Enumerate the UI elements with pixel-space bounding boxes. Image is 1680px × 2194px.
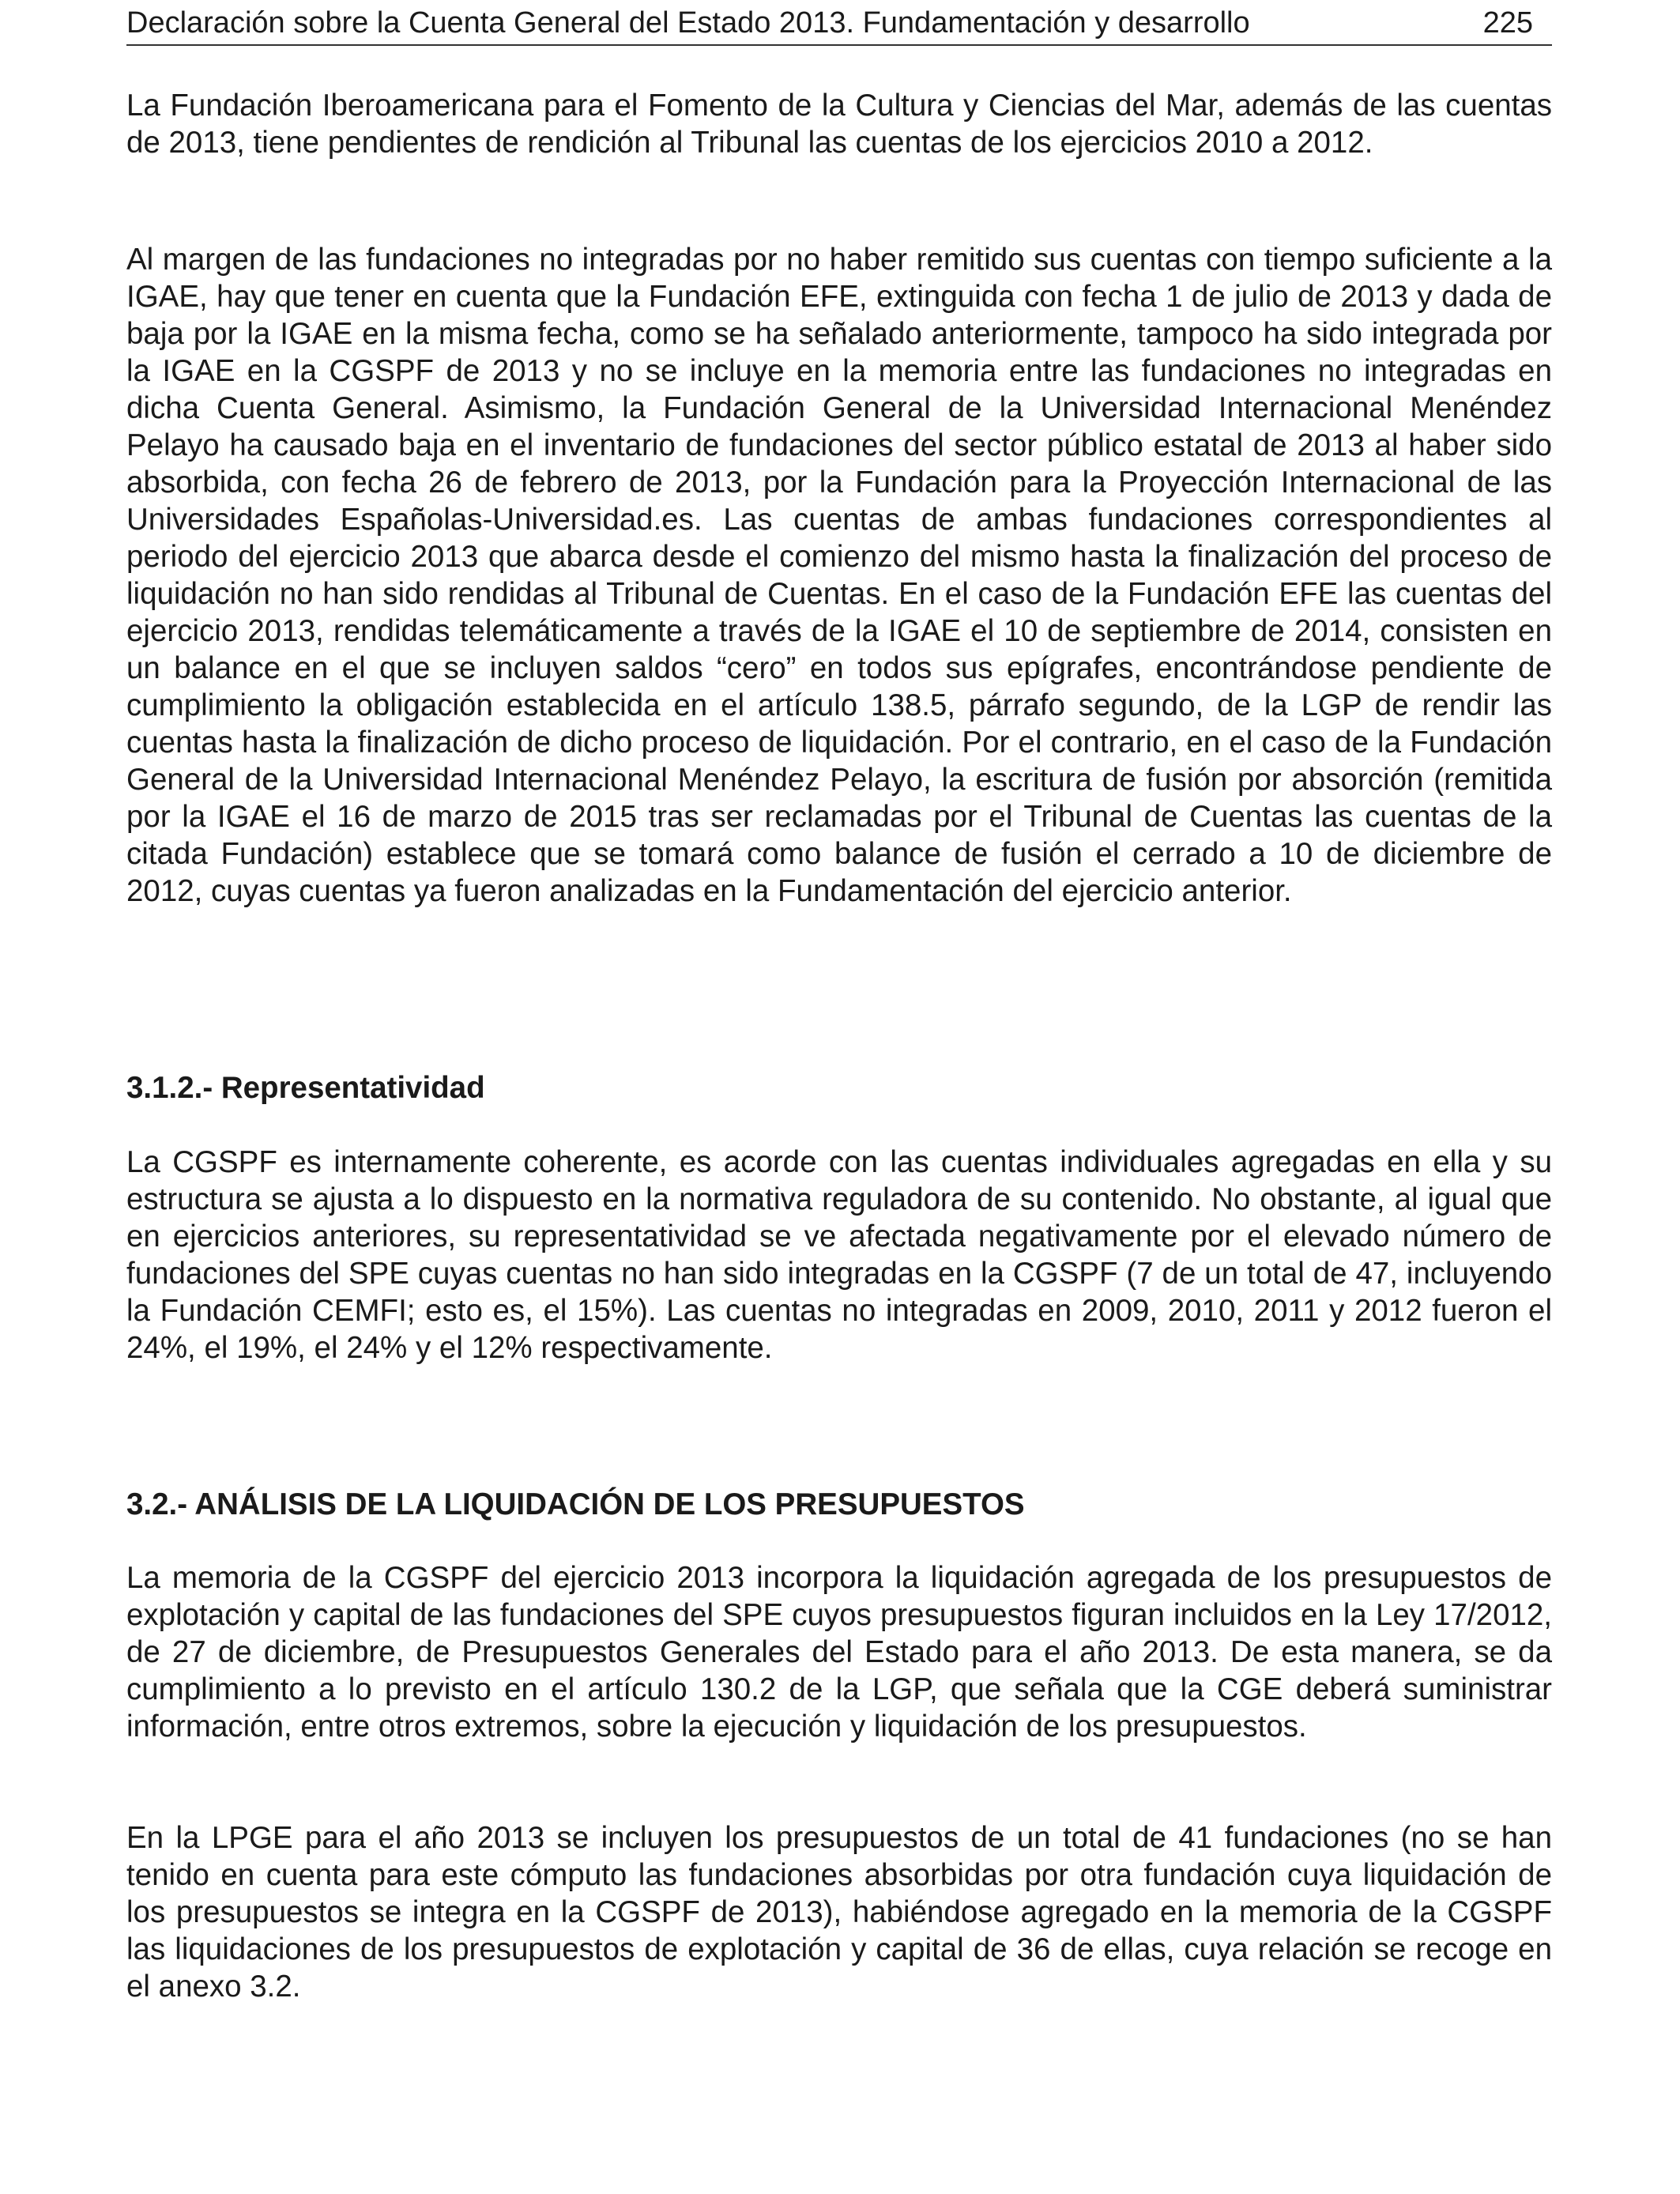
paragraph-fundaciones-no-integradas: Al margen de las fundaciones no integradas por no haber remitido sus cuentas con tiempo suficiente a la IGAE, hay que tener en cuenta que la Fundación EFE, extinguida con fecha 1 de julio de 2013 y dada de baja por la IGAE en la misma fecha, como se ha señalado anteriormente, tampoco ha sido integrada por la IGAE en la CGSPF de 2013 y no se incluye en la memoria entre las fundaciones no integradas en dicha Cuenta General. Asimismo, la Fundación General de la Universidad Internacional Menéndez Pelayo ha causado baja en el inventario de fundaciones del sector público estatal de 2013 al haber sido absorbida, con fecha 26 de febrero de 2013, por la Fundación para la Proyección Internacional de las Universidades Españolas-Universidad.es. Las cuentas de ambas fundaciones correspondientes al periodo del ejercicio 2013 que abarca desde el comienzo del mismo hasta la finalización del proceso de liquidación no han sido rendidas al Tribunal de Cuentas. En el caso de la Fundación EFE las cuentas del ejercicio 2013, rendidas telemáticamente a través de la IGAE el 10 de septiembre de 2014, consisten en un balance en el que se incluyen saldos “cero” en todos sus epígrafes, encontrándose pendiente de cumplimiento la obligación establecida en el artículo 138.5, párrafo segundo, de la LGP de rendir las cuentas hasta la finalización de dicho proceso de liquidación. Por el contrario, en el caso de la Fundación General de la Universidad Internacional Menéndez Pelayo, la escritura de fusión por absorción (remitida por la IGAE el 16 de marzo de 2015 tras ser reclamadas por el Tribunal de Cuentas las cuentas de la citada Fundación) establece que se tomará como balance de fusión el cerrado a 10 de diciembre de 2012, cuyas cuentas ya fueron analizadas en la Fundamentación del ejercicio anterior. (126, 243, 1552, 908)
section-heading-analisis-liquidacion: 3.2.- ANÁLISIS DE LA LIQUIDACIÓN DE LOS PRESUPUESTOS (126, 1487, 1025, 1521)
section-heading-representatividad: 3.1.2.- Representatividad (126, 1071, 485, 1105)
page-number: 225 (1482, 6, 1533, 40)
header-title: Declaración sobre la Cuenta General del Estado 2013. Fundamentación y desarrollo (126, 6, 1250, 40)
running-header (126, 5, 1552, 46)
paragraph-lpge-fundaciones: En la LPGE para el año 2013 se incluyen los presupuestos de un total de 41 fundaciones (no se han tenido en cuenta para este cómputo las fundaciones absorbidas por otra fundación cuya liquidación de los presupuestos se integra en la CGSPF de 2013), habiéndose agregado en la memoria de la CGSPF las liquidaciones de los presupuestos de explotación y capital de 36 de ellas, cuya relación se recoge en el anexo 3.2. (126, 1821, 1552, 2004)
paragraph-memoria-cgspf: La memoria de la CGSPF del ejercicio 2013 incorpora la liquidación agregada de los presupuestos de explotación y capital de las fundaciones del SPE cuyos presupuestos figuran incluidos en la Ley 17/2012, de 27 de diciembre, de Presupuestos Generales del Estado para el año 2013. De esta manera, se da cumplimiento a lo previsto en el artículo 130.2 de la LGP, que señala que la CGE deberá suministrar información, entre otros extremos, sobre la ejecución y liquidación de los presupuestos. (126, 1561, 1552, 1744)
paragraph-fundacion-iberoamericana: La Fundación Iberoamericana para el Fomento de la Cultura y Ciencias del Mar, además de las cuentas de 2013, tiene pendientes de rendición al Tribunal las cuentas de los ejercicios 2010 a 2012. (126, 89, 1552, 160)
paragraph-representatividad: La CGSPF es internamente coherente, es acorde con las cuentas individuales agregadas en ella y su estructura se ajusta a lo dispuesto en la normativa reguladora de su contenido. No obstante, al igual que en ejercicios anteriores, su representatividad se ve afectada negativamente por el elevado número de fundaciones del SPE cuyas cuentas no han sido integradas en la CGSPF (7 de un total de 47, incluyendo la Fundación CEMFI; esto es, el 15%). Las cuentas no integradas en 2009, 2010, 2011 y 2012 fueron el 24%, el 19%, el 24% y el 12% respectivamente. (126, 1145, 1552, 1365)
